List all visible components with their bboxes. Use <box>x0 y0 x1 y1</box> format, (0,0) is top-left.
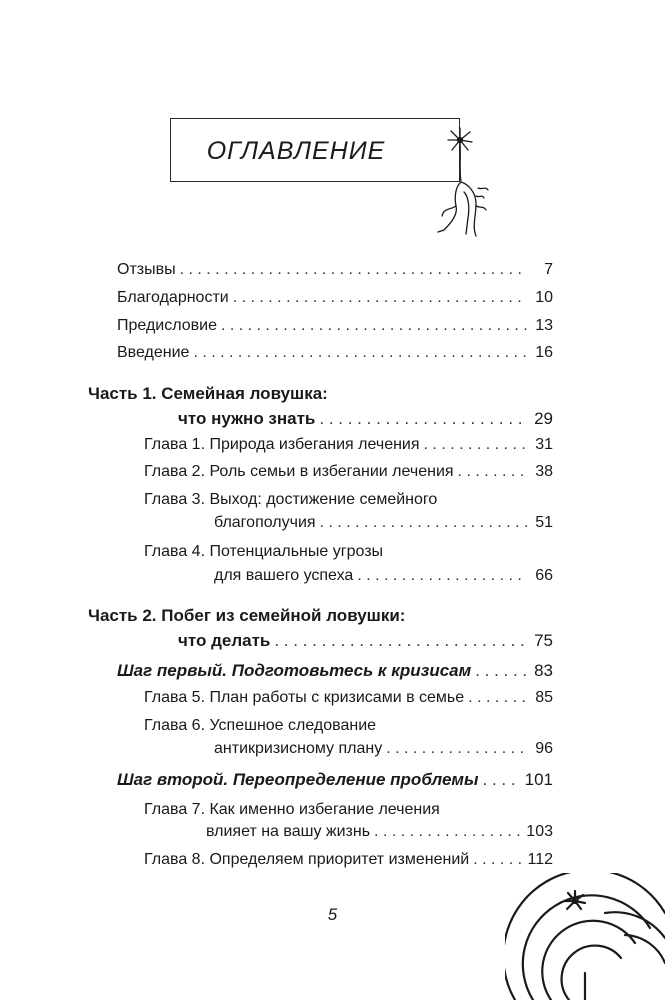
toc-page-number: 31 <box>535 436 553 453</box>
toc-entry-label: Шаг второй. Переопределение проблемы <box>117 770 479 789</box>
page-title: ОГЛАВЛЕНИЕ <box>206 137 386 165</box>
toc-entry-chapter3[interactable] <box>214 514 553 540</box>
toc-page-number: 85 <box>535 689 553 706</box>
leader-dots <box>374 823 522 841</box>
leader-dots <box>357 567 527 585</box>
toc-entry-label: Отзывы <box>117 261 176 278</box>
toc-page-number: 75 <box>534 631 553 650</box>
toc-entry-label: Глава 2. Роль семьи в избегании лечения <box>144 463 454 480</box>
toc-page-number: 83 <box>534 661 553 680</box>
toc-entry-chapter7[interactable] <box>206 823 553 849</box>
toc-entry-label: для вашего успеха <box>214 567 354 584</box>
toc-entry-label: что нужно знать <box>178 409 316 428</box>
labyrinth-icon <box>505 873 665 1000</box>
leader-dots <box>233 289 527 307</box>
toc-entry-step2[interactable] <box>117 770 553 796</box>
toc-page-number: 51 <box>535 514 553 531</box>
toc-page-number: 7 <box>544 261 553 278</box>
leader-dots <box>274 631 527 651</box>
leader-dots <box>483 770 521 790</box>
toc-entry-chapter5[interactable] <box>144 689 553 715</box>
leader-dots <box>319 409 527 429</box>
toc-page-number: 16 <box>535 344 553 361</box>
toc-entry-label: Предисловие <box>117 317 217 334</box>
leader-dots <box>221 317 527 335</box>
toc-page-number: 66 <box>535 567 553 584</box>
part1-title: Часть 1. Семейная ловушка: <box>88 384 328 403</box>
toc-page-number: 10 <box>535 289 553 306</box>
leader-dots <box>424 436 527 454</box>
title-box <box>170 118 460 182</box>
toc-entry-reviews[interactable] <box>117 261 553 287</box>
leader-dots <box>193 344 527 362</box>
toc-entry-foreword[interactable] <box>117 317 553 343</box>
toc-page-number: 38 <box>535 463 553 480</box>
toc-page-number: 29 <box>534 409 553 428</box>
toc-entry-label: что делать <box>178 631 271 650</box>
toc-entry-label: антикризисному плану <box>214 740 383 757</box>
leader-dots <box>180 261 527 279</box>
leader-dots <box>320 514 527 532</box>
toc-entry-label: Глава 5. План работы с кризисами в семье <box>144 689 465 706</box>
toc-entry-label: Благодарности <box>117 289 229 306</box>
leader-dots <box>473 851 523 869</box>
leader-dots <box>458 463 527 481</box>
toc-entry-chapter2[interactable] <box>144 463 553 489</box>
toc-page-number: 96 <box>535 740 553 757</box>
toc-entry-chapter6-line1: Глава 6. Успешное следование <box>144 717 377 734</box>
toc-page-number: 103 <box>526 823 553 840</box>
toc-entry-acknowledgements[interactable] <box>117 289 553 315</box>
toc-entry-label: Шаг первый. Подготовьтесь к кризисам <box>117 661 472 680</box>
toc-entry-chapter7-line1: Глава 7. Как именно избегание лечения <box>144 801 440 818</box>
toc-entry-chapter4-line1: Глава 4. Потенциальные угрозы <box>144 543 384 560</box>
toc-entry-chapter4[interactable] <box>214 567 553 593</box>
toc-entry-label: Введение <box>117 344 190 361</box>
leader-dots <box>475 661 527 681</box>
toc-entry-part2[interactable] <box>178 631 553 657</box>
toc-entry-chapter1[interactable] <box>144 436 553 462</box>
leader-dots <box>386 740 527 758</box>
toc-entry-label: влияет на вашу жизнь <box>206 823 371 840</box>
toc-entry-label: Глава 8. Определяем приоритет изменений <box>144 851 470 868</box>
leader-dots <box>468 689 527 707</box>
flower-figure-icon <box>432 126 492 241</box>
toc-entry-chapter3-line1: Глава 3. Выход: достижение семейного <box>144 491 438 508</box>
toc-entry-chapter6[interactable] <box>214 740 553 766</box>
toc-entry-step1[interactable] <box>117 661 553 687</box>
toc-entry-introduction[interactable] <box>117 344 553 370</box>
page-number: 5 <box>327 905 338 924</box>
toc-page-number: 13 <box>535 317 553 334</box>
toc-entry-chapter8[interactable] <box>144 851 553 877</box>
toc-page-number: 101 <box>524 770 553 789</box>
toc-entry-label: благополучия <box>214 514 316 531</box>
part2-title: Часть 2. Побег из семейной ловушки: <box>88 606 406 625</box>
toc-page-number: 112 <box>527 851 553 868</box>
toc-entry-part1[interactable] <box>178 409 553 435</box>
toc-entry-label: Глава 1. Природа избегания лечения <box>144 436 420 453</box>
